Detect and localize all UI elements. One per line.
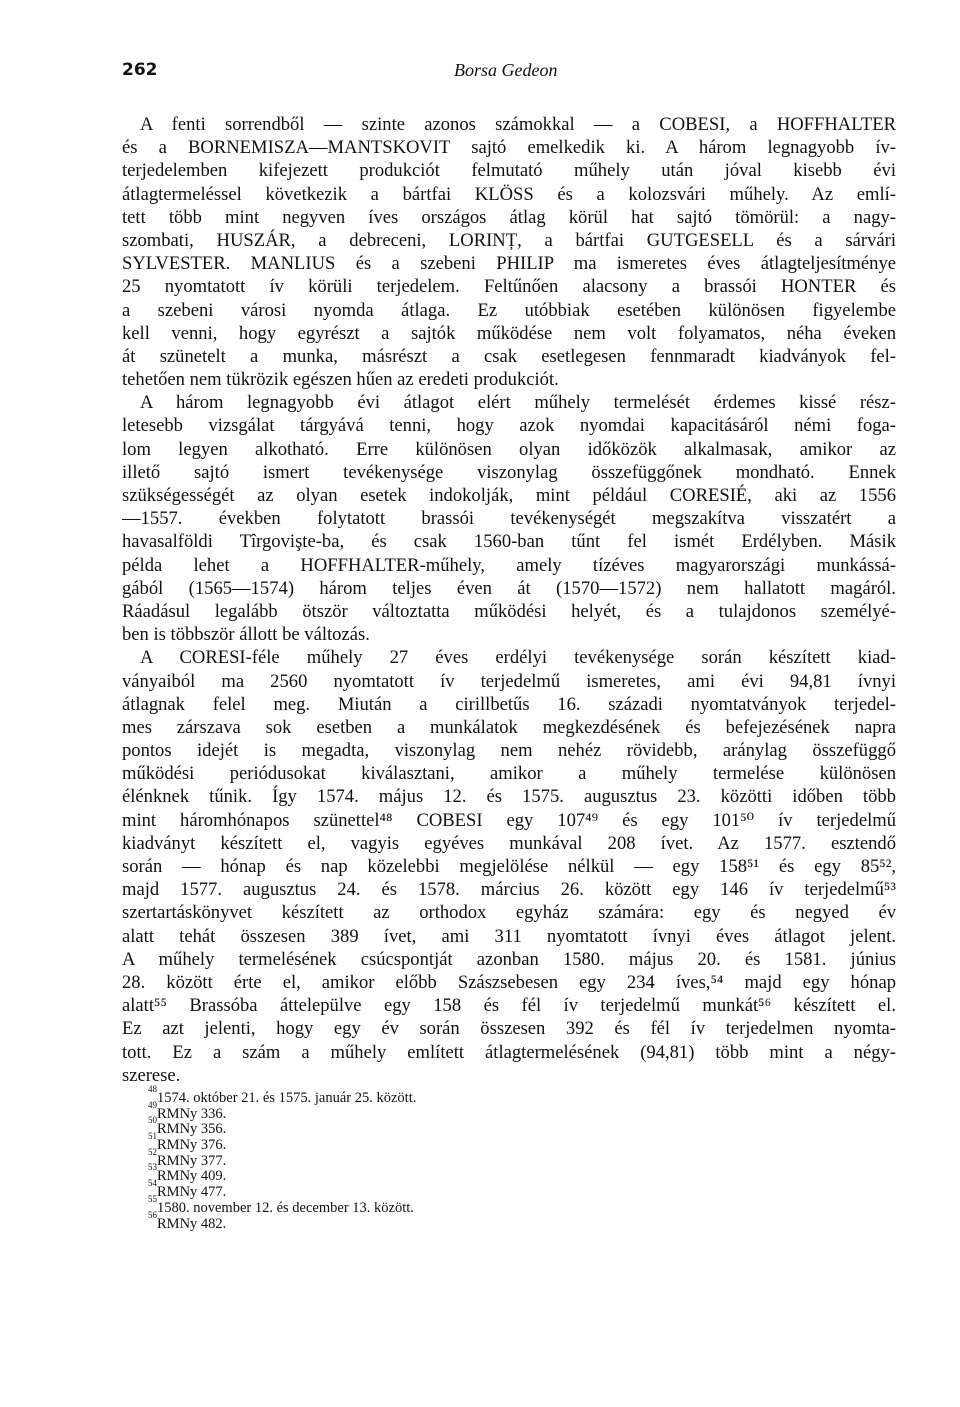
body-line: szertartáskönyvet készített az orthodox egyház számára: egy és negyed év [122,902,896,924]
body-line: pontos idejét is megadta, viszonylag nem nehéz rövidebb, aránylag összefüggő [122,740,896,762]
footnote-text: RMNy 356. [157,1121,227,1138]
body-line: letesebb vizsgálat tárgyává tenni, hogy azok nyomdai kapacitásáról némi foga- [122,415,896,437]
footnote-text: RMNy 482. [157,1215,227,1232]
body-line: átlagnak felel meg. Miután a cirillbetűs 16. századi nyomtatványok terjedel- [122,693,896,715]
body-line: tott. Ez a szám a műhely említett átlagtermelésének (94,81) több mint a négy- [122,1041,896,1063]
body-line: mint háromhónapos szünettel⁴⁸ COBESI egy 107⁴⁹ és egy 101⁵⁰ ív terjedelmű [122,809,896,831]
body-line: kiadványt készített el, vagyis egyéves munkával 208 ívet. Az 1577. esztendő [122,832,896,854]
body-line: gából (1565—1574) három teljes éven át (1570—1572) nem hallatott magáról. [122,577,896,599]
footnote-number: 53 [148,1162,157,1173]
footnote-text: RMNy 377. [157,1152,227,1169]
body-line: —1557. években folytatott brassói tevékenységét megszakítva visszatért a [122,508,896,530]
footnote-number: 50 [148,1115,157,1126]
page-number: 262 [122,60,158,80]
footnote-text: RMNy 336. [157,1105,227,1122]
footnote-number: 51 [148,1131,157,1142]
body-line: majd 1577. augusztus 24. és 1578. március 26. között egy 146 ív terjedelmű⁵³ [122,879,896,901]
body-line: szükségességét az olyan esetek indokolják, mint például CORESIÉ, aki az 1556 [122,485,896,506]
body-line: A műhely termelésének csúcspontját azonban 1580. május 20. és 1581. június [122,948,896,970]
body-line: ványaiból ma 2560 nyomtatott ív terjedelmű ismeretes, ami évi 94,81 ívnyi [122,670,896,692]
running-head [122,60,822,88]
footnote-text: RMNy 409. [157,1168,227,1185]
body-line: tett több mint negyven íves országos átlag körül hat sajtó tömörül: a nagy- [122,206,896,228]
body-line: tehetően nem tükrözik egészen hűen az eredeti produkciót. [122,369,559,391]
footnote-number: 52 [148,1146,157,1157]
body-line: 25 nyomtatott ív körüli terjedelem. Feltűnően alacsony a brassói HONTER és [122,276,896,298]
footnote-number: 55 [148,1193,157,1204]
body-line: át szünetelt a munka, másrészt a csak esetlegesen fennmaradt kiadványok fel- [122,345,896,367]
body-line: havasalföldi Tîrgovişte-ba, és csak 1560-ban tűnt fel ismét Erdélyben. Másik [122,531,896,553]
body-line: működési periódusokat kiválasztani, amikor a műhely termelése különösen [122,763,896,785]
footnote-number: 49 [148,1099,157,1110]
body-line: alatt tehát összesen 389 ívet, ami 311 nyomtatott ívnyi éves átlagot jelent. [122,925,896,947]
body-line: szombati, HUSZÁR, a debreceni, LORINȚ, a bártfai GUTGESELL és a sárvári [122,229,896,251]
body-line: terjedelemben kifejezett produkciót felmutató műhely után jóval kisebb évi [122,160,896,182]
body-line: és a BORNEMISZA—MANTSKOVIT sajtó emelkedik ki. A három legnagyobb ív- [122,137,896,159]
body-line: SYLVESTER. MANLIUS és a szebeni PHILIP ma ismeretes éves átlagteljesítménye [122,253,896,275]
body-line: élénknek tűnik. Így 1574. május 12. és 1575. augusztus 23. közötti időben több [122,786,896,808]
body-line: kell venni, hogy egyrészt a sajtók működése nem volt folyamatos, néha éveken [122,322,896,344]
body-line: ben is többször állott be változás. [122,624,370,646]
footnotes [148,1084,748,1232]
body-line: 28. között érte el, amikor előbb Szászsebesen egy 234 íves,⁵⁴ majd egy hónap [122,971,896,993]
footnote-text: RMNy 376. [157,1136,227,1153]
body-line: Ez azt jelenti, hogy egy év során összesen 392 és fél ív terjedelmen nyomta- [122,1018,896,1040]
footnote-number: 54 [148,1178,157,1189]
footnote-text: 1580. november 12. és december 13. között. [157,1199,414,1216]
body-line: átlagtermeléssel következik a bártfai KLÖSS és a kolozsvári műhely. Az emlí- [122,183,896,205]
footnote-text: 1574. október 21. és 1575. január 25. között. [157,1089,417,1106]
footnote-number: 48 [148,1084,157,1094]
body-line: A fenti sorrendből — szinte azonos számokkal — a COBESI, a HOFFHALTER [140,114,896,135]
footnote-number: 56 [148,1209,157,1220]
body-text [122,113,896,1087]
body-line: példa lehet a HOFFHALTER-műhely, amely tízéves magyarországi munkássá- [122,554,896,576]
body-line: Ráadásul legalább ötször változtatta működési helyét, és a tulajdonos személyé- [122,600,896,622]
body-line: A CORESI-féle műhely 27 éves erdélyi tevékenysége során készített kiad- [140,647,896,669]
body-line: illető sajtó ismert tevékenysége viszonylag összefüggőnek mondható. Ennek [122,461,896,483]
body-line: lom legyen alkotható. Erre különösen olyan időközök alkalmasak, amikor az [122,438,896,460]
body-line: szerese. [122,1064,181,1086]
running-title: Borsa Gedeon [454,60,558,80]
body-line: során — hónap és nap közelebbi megjelölése nélkül — egy 158⁵¹ és egy 85⁵², [122,856,896,877]
body-line: A három legnagyobb évi átlagot elért műhely termelését érdemes kissé rész- [140,392,896,414]
body-line: a szebeni városi nyomda átlaga. Ez utóbbiak esetében különösen figyelembe [122,299,896,321]
footnote-text: RMNy 477. [157,1183,227,1200]
body-line: mes zárszava sok esetben a munkálatok megkezdésének és befejezésének napra [122,716,896,738]
body-line: alatt⁵⁵ Brassóba áttelepülve egy 158 és fél ív terjedelmű munkát⁵⁶ készített el. [122,995,896,1017]
